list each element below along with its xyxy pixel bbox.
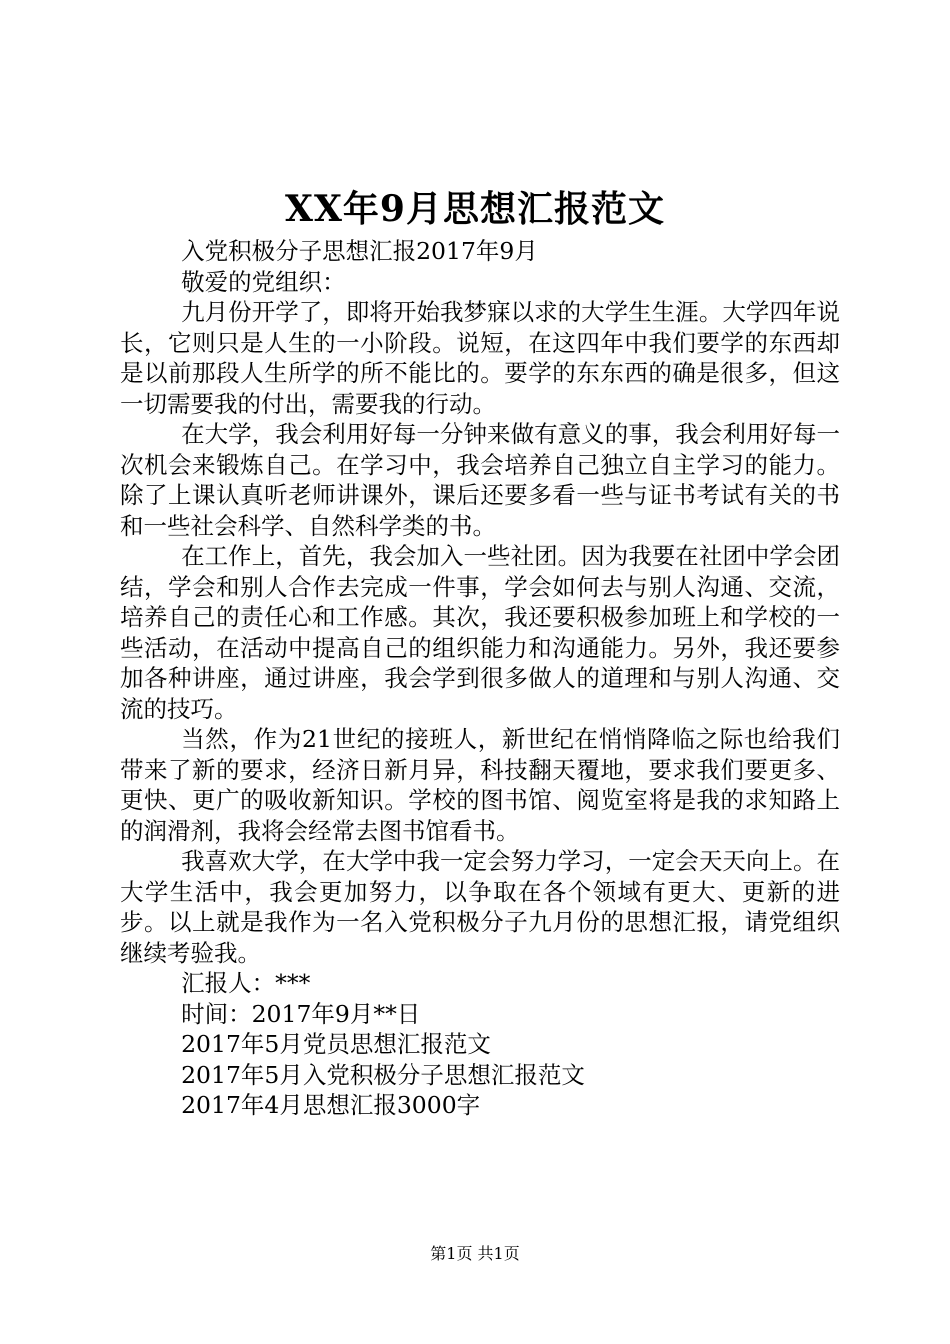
date-line: 时间：2017年9月**日 xyxy=(181,999,421,1028)
body-paragraph: 在工作上，首先，我会加入一些社团。因为我要在社团中学会团结，学会和别人合作去完成一件事，学会如何去与别人沟通、交流，培养自己的责任心和工作感。其次，我还要积极参加班上和学校的一些活动，在活动中提高自己的组织能力和沟通能力。另外，我还要参加各种讲座，通过讲座，我会学到很多做人的道理和与别人沟通、交流的技巧。 xyxy=(120,542,840,723)
body-paragraph: 在大学，我会利用好每一分钟来做有意义的事，我会利用好每一次机会来锻炼自己。在学习中，我会培养自己独立自主学习的能力。除了上课认真听老师讲课外，课后还要多看一些与证书考试有关的书和一些社会科学、自然科学类的书。 xyxy=(120,420,840,540)
related-link[interactable]: 2017年5月入党积极分子思想汇报范文 xyxy=(181,1060,585,1089)
salutation-line: 敬爱的党组织： xyxy=(181,267,346,296)
body-paragraph: 当然，作为21世纪的接班人，新世纪在悄悄降临之际也给我们带来了新的要求，经济日新月异，科技翻天覆地，要求我们要更多、更快、更广的吸收新知识。学校的图书馆、阅览室将是我的求知路上的润滑剂，我将会经常去图书馆看书。 xyxy=(120,725,840,845)
body-paragraph: 九月份开学了，即将开始我梦寐以求的大学生生涯。大学四年说长，它则只是人生的一小阶段。说短，在这四年中我们要学的东西却是以前那段人生所学的所不能比的。要学的东东西的确是很多，但这一切需要我的付出，需要我的行动。 xyxy=(120,298,840,418)
subtitle-line: 入党积极分子思想汇报2017年9月 xyxy=(181,237,538,265)
body-paragraph: 我喜欢大学，在大学中我一定会努力学习，一定会天天向上。在大学生活中，我会更加努力，以争取在各个领域有更大、更新的进步。以上就是我作为一名入党积极分子九月份的思想汇报，请党组织继续考验我。 xyxy=(120,847,840,967)
document-title: XX年9月思想汇报范文 xyxy=(285,188,665,230)
document-body xyxy=(120,236,840,1121)
reporter-line: 汇报人：*** xyxy=(181,969,311,997)
related-link[interactable]: 2017年5月党员思想汇报范文 xyxy=(181,1030,491,1058)
page-footer: 第1页 共1页 xyxy=(430,1244,520,1263)
related-link[interactable]: 2017年4月思想汇报3000字 xyxy=(181,1091,481,1119)
